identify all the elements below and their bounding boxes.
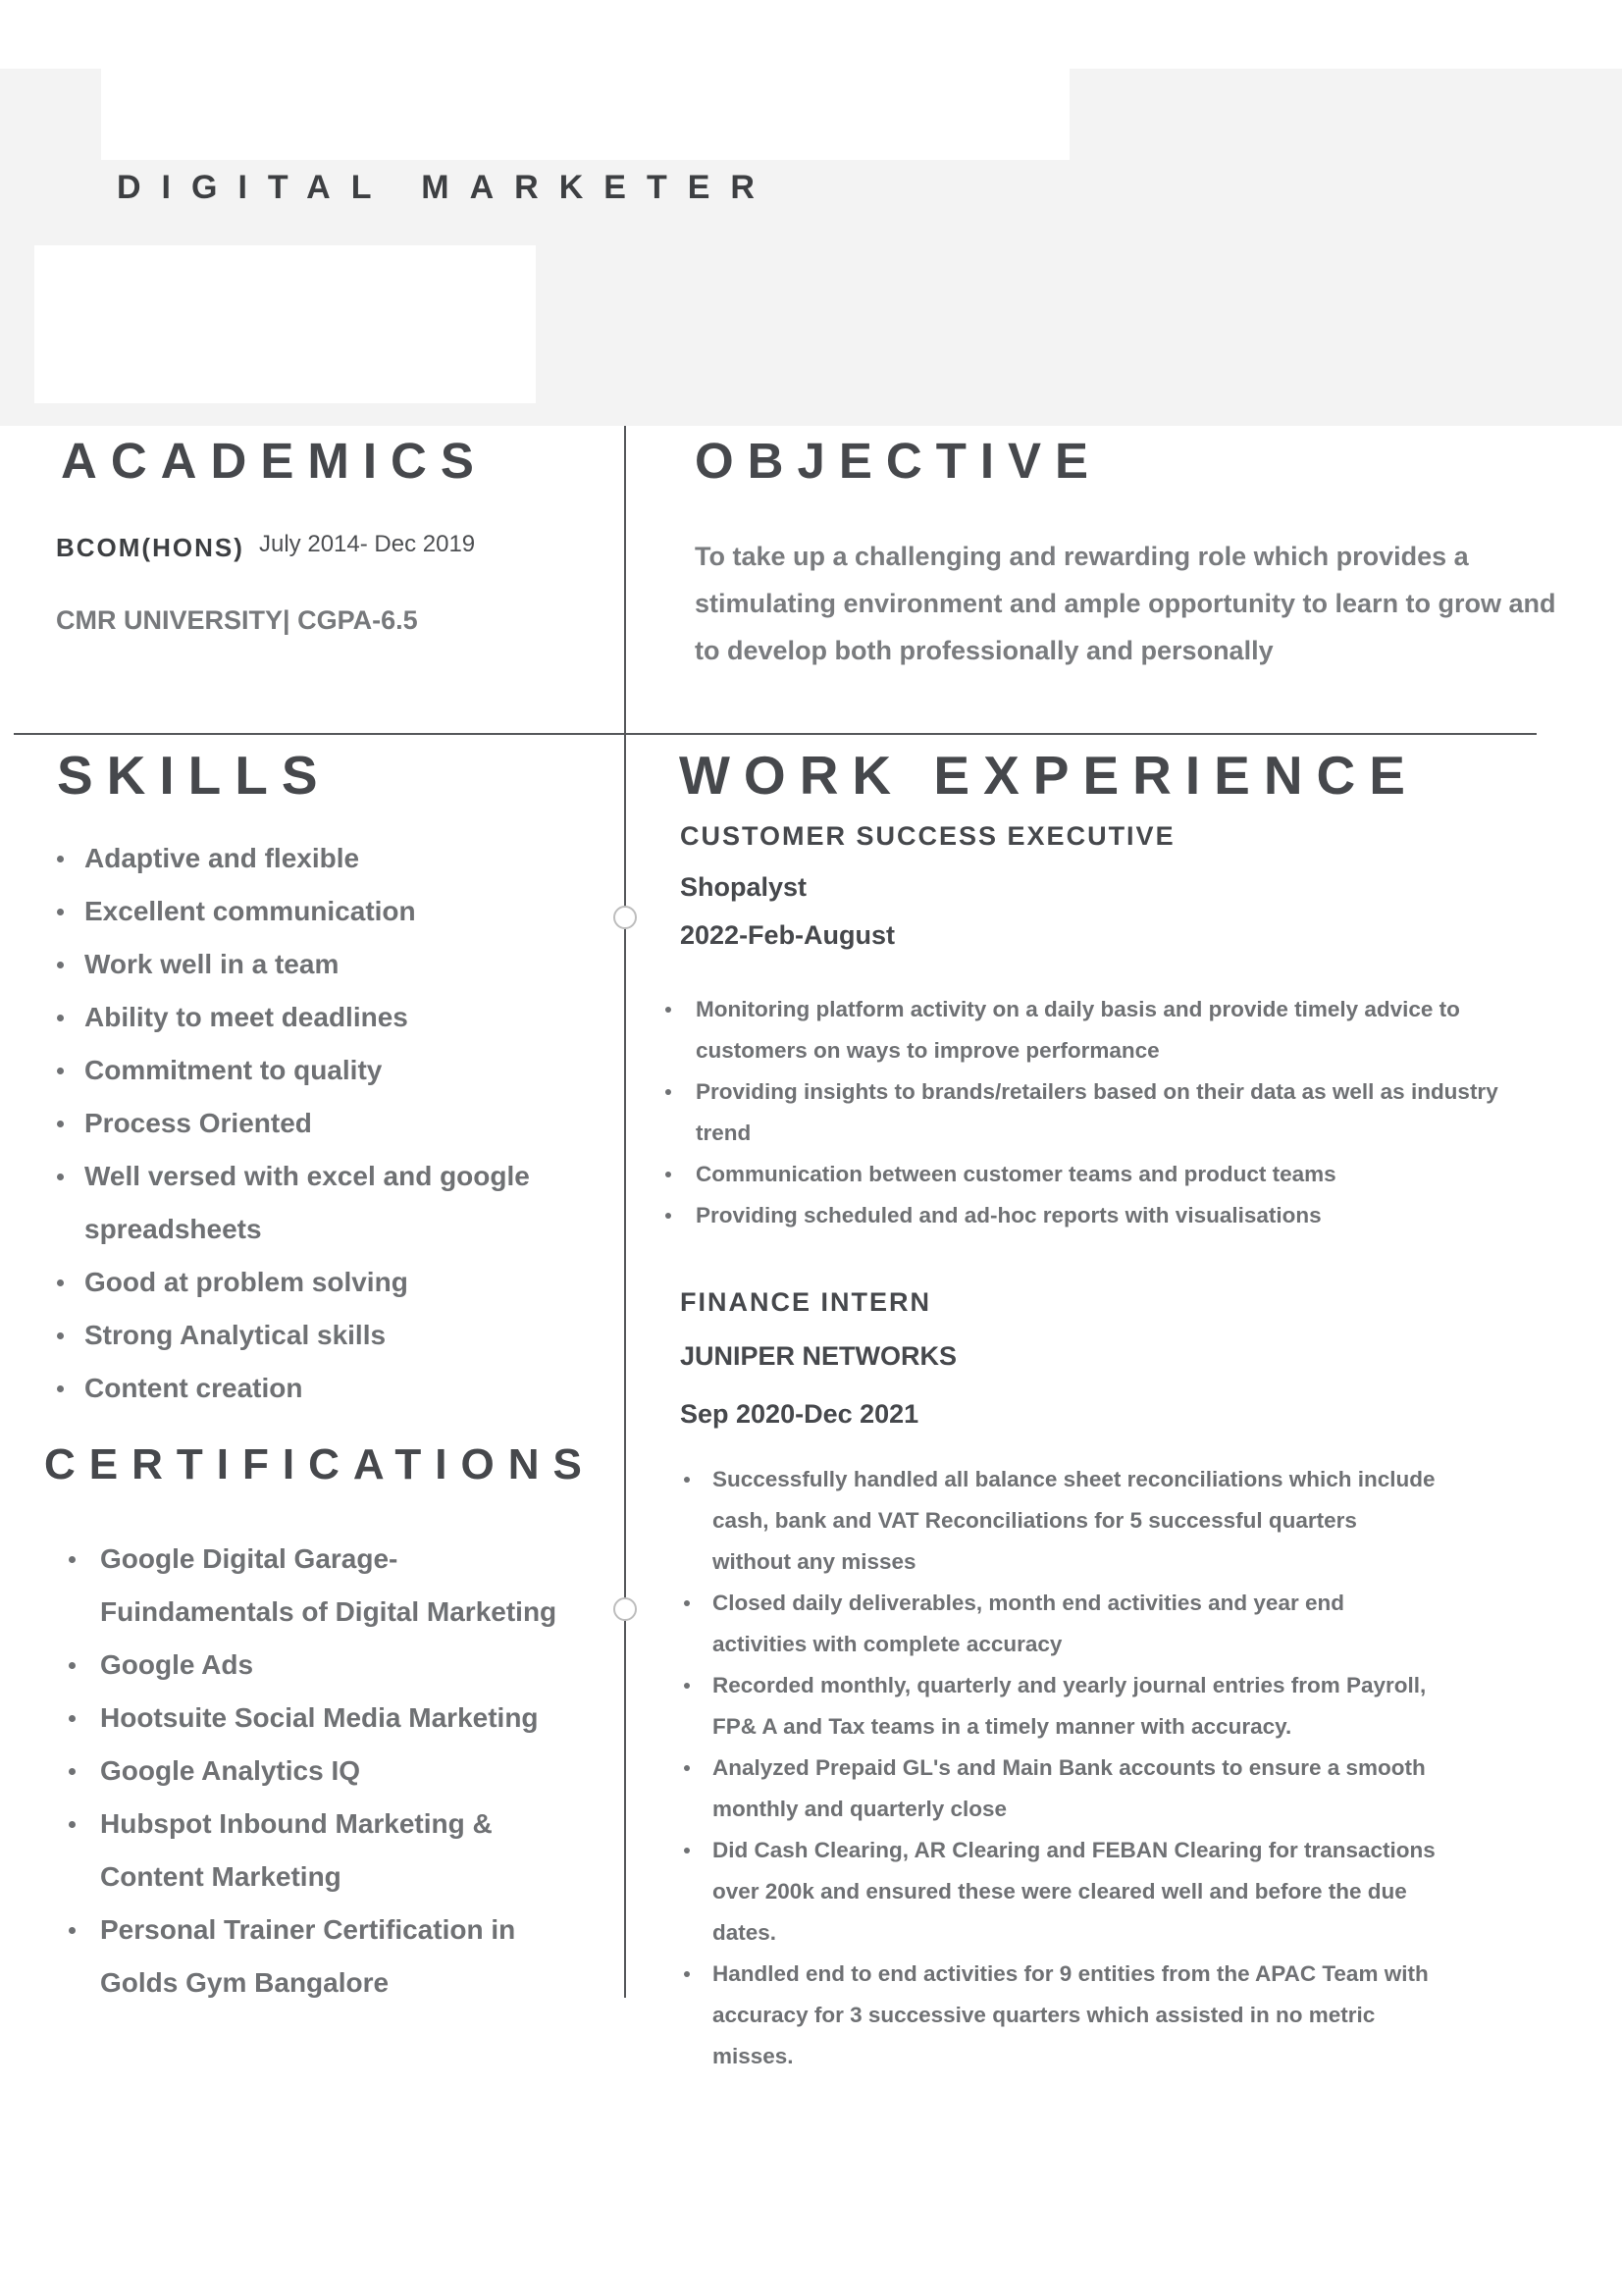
skill-item: Well versed with excel and google spreadsheets [57, 1150, 567, 1256]
skill-item: Work well in a team [57, 938, 567, 991]
job-role: CUSTOMER SUCCESS EXECUTIVE [680, 821, 1176, 851]
job-company: Shopalyst [680, 872, 808, 902]
skill-item: Commitment to quality [57, 1044, 567, 1097]
job-bullet: Monitoring platform activity on a daily basis and provide timely advice to customers on ways to improve performance [679, 989, 1503, 1071]
degree: BCOM(HONS) [56, 533, 244, 562]
objective-heading: OBJECTIVE [695, 433, 1103, 489]
job-dates: Sep 2020-Dec 2021 [680, 1399, 919, 1429]
timeline-node [613, 1597, 637, 1621]
certifications-heading: CERTIFICATIONS [44, 1440, 596, 1488]
job-company: JUNIPER NETWORKS [680, 1341, 958, 1371]
certification-item: Personal Trainer Certification in Golds Gym Bangalore [69, 1904, 579, 2009]
skill-item: Ability to meet deadlines [57, 991, 567, 1044]
work-experience-heading: WORK EXPERIENCE [679, 745, 1419, 806]
horizontal-divider [14, 733, 1537, 735]
name-placeholder-box [101, 69, 1070, 160]
certification-item: Hubspot Inbound Marketing & Content Marketing [69, 1798, 579, 1904]
job-bullet: Handled end to end activities for 9 entities from the APAC Team with accuracy for 3 successive quarters which assisted in no metric misses. [695, 1954, 1440, 2077]
timeline-node [613, 906, 637, 929]
skill-item: Good at problem solving [57, 1256, 567, 1309]
job-bullet: Providing scheduled and ad-hoc reports with visualisations [679, 1195, 1503, 1236]
job-title: DIGITAL MARKETER [117, 169, 775, 206]
job-bullet: Communication between customer teams and product teams [679, 1154, 1503, 1195]
skill-item: Strong Analytical skills [57, 1309, 567, 1362]
certification-item: Google Analytics IQ [69, 1745, 579, 1798]
skill-item: Adaptive and flexible [57, 832, 567, 885]
job-bullets [695, 1459, 1440, 2077]
academics-heading: ACADEMICS [61, 433, 488, 489]
certification-item: Google Ads [69, 1639, 579, 1692]
job-bullet: Analyzed Prepaid GL's and Main Bank accounts to ensure a smooth monthly and quarterly close [695, 1748, 1440, 1830]
job-bullet: Successfully handled all balance sheet reconciliations which include cash, bank and VAT Reconciliations for 5 successful quarters without any misses [695, 1459, 1440, 1583]
skill-item: Process Oriented [57, 1097, 567, 1150]
job-bullet: Did Cash Clearing, AR Clearing and FEBAN Clearing for transactions over 200k and ensured these were cleared well and before the due dates. [695, 1830, 1440, 1954]
skills-list [57, 832, 567, 1415]
photo-placeholder-box [34, 245, 536, 403]
degree-dates: July 2014- Dec 2019 [259, 531, 476, 557]
job-bullet: Recorded monthly, quarterly and yearly journal entries from Payroll, FP& A and Tax teams in a timely manner with accuracy. [695, 1665, 1440, 1748]
vertical-divider [624, 426, 626, 1998]
job-role: FINANCE INTERN [680, 1287, 931, 1317]
job-bullet: Providing insights to brands/retailers based on their data as well as industry trend [679, 1071, 1503, 1154]
university: CMR UNIVERSITY| CGPA-6.5 [56, 605, 418, 635]
objective-text: To take up a challenging and rewarding role which provides a stimulating environment and ample opportunity to learn to grow and to develop both professionally and personally [695, 542, 1556, 665]
certifications-list [69, 1533, 579, 2009]
skills-heading: SKILLS [57, 745, 332, 806]
certification-item: Hootsuite Social Media Marketing [69, 1692, 579, 1745]
job-dates: 2022-Feb-August [680, 920, 896, 950]
skill-item: Excellent communication [57, 885, 567, 938]
skill-item: Content creation [57, 1362, 567, 1415]
job-bullets [679, 989, 1503, 1236]
job-bullet: Closed daily deliverables, month end activities and year end activities with complete accuracy [695, 1583, 1440, 1665]
certification-item: Google Digital Garage- Fuindamentals of Digital Marketing [69, 1533, 579, 1639]
